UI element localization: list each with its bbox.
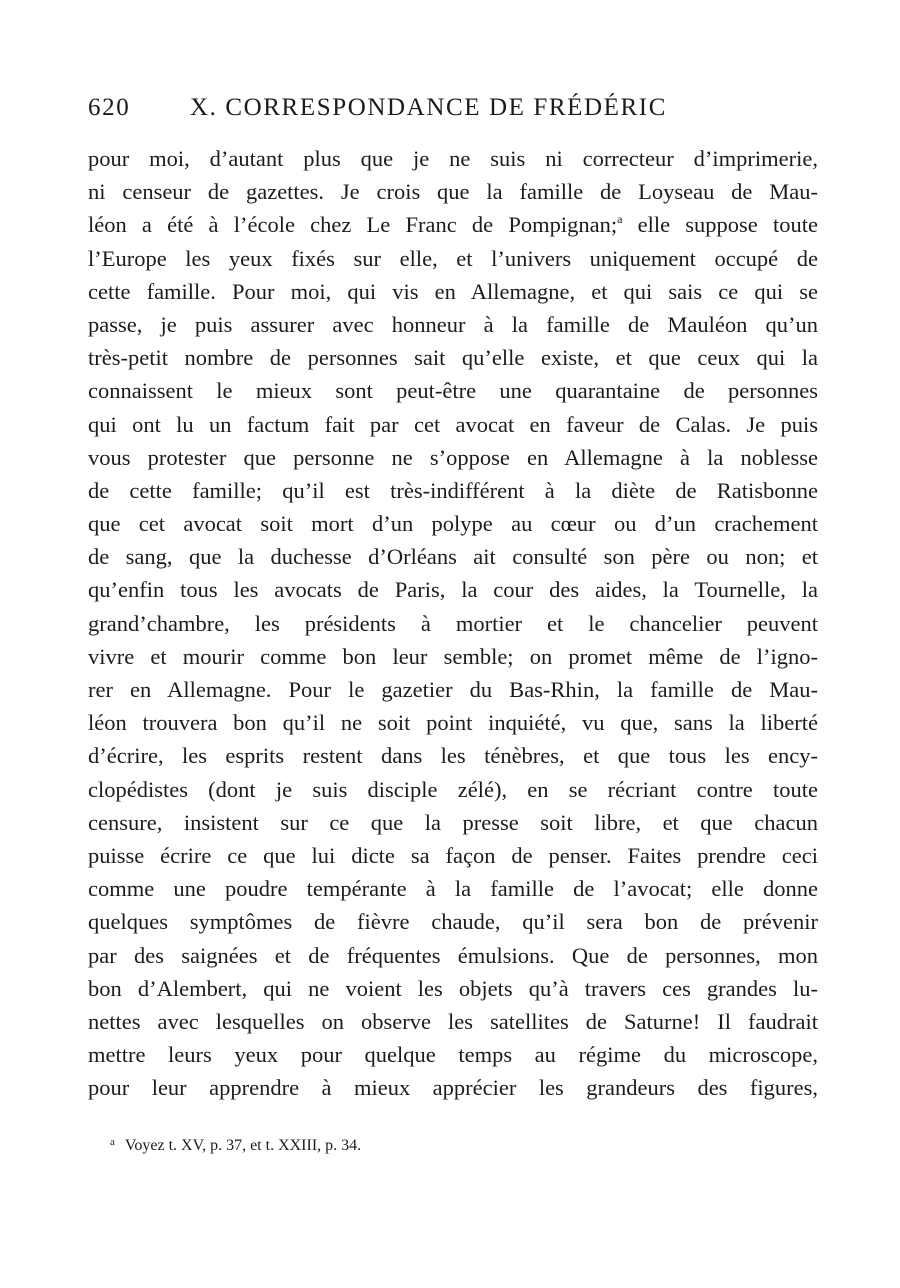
text-line: de sang, que la duchesse d’Orléans ait consulté son père ou non; et	[88, 544, 818, 570]
text-line: cette famille. Pour moi, qui vis en Allemagne, et qui sais ce qui se	[88, 278, 818, 304]
footnote-text: Voyez t. XV, p. 37, et t. XXIII, p. 34.	[124, 1137, 362, 1154]
running-title: X. CORRESPONDANCE DE FRÉDÉRIC	[190, 94, 668, 121]
text-line: puisse écrire ce que lui dicte sa façon de penser. Faites prendre ceci	[88, 842, 818, 868]
text-line: mettre leurs yeux pour quelque temps au régime du microscope,	[88, 1042, 818, 1068]
text-line: passe, je puis assurer avec honneur à la famille de Mauléon qu’un	[88, 311, 818, 337]
text-line: rer en Allemagne. Pour le gazetier du Bas-Rhin, la famille de Mau-	[88, 677, 818, 702]
page-number: 620	[88, 94, 131, 121]
text-segment: elle suppose toute	[622, 212, 818, 238]
text-line: très-petit nombre de personnes sait qu’elle existe, et que ceux qui la	[88, 345, 818, 371]
body-text	[88, 142, 818, 1104]
text-line: que cet avocat soit mort d’un polype au cœur ou d’un crachement	[88, 511, 818, 537]
text-line: quelques symptômes de fièvre chaude, qu’il sera bon de prévenir	[88, 909, 818, 935]
text-line	[88, 208, 818, 241]
text-line: vous protester que personne ne s’oppose en Allemagne à la noblesse	[88, 444, 818, 470]
text-line: bon d’Alembert, qui ne voient les objets qu’à travers ces grandes lu-	[88, 975, 818, 1001]
text-line: de cette famille; qu’il est très-indifférent à la diète de Ratisbonne	[88, 477, 818, 503]
text-line: pour leur apprendre à mieux apprécier les grandeurs des figures,	[88, 1075, 818, 1101]
text-line: comme une poudre tempérante à la famille de l’avocat; elle donne	[88, 876, 818, 902]
footnote	[110, 1136, 361, 1155]
text-line: léon trouvera bon qu’il ne soit point inquiété, vu que, sans la liberté	[88, 710, 818, 736]
text-line: par des saignées et de fréquentes émulsions. Que de personnes, mon	[88, 942, 818, 968]
text-segment: léon a été à l’école chez Le Franc de Pompignan;	[88, 212, 618, 238]
running-head	[88, 94, 828, 130]
text-line: vivre et mourir comme bon leur semble; on promet même de l’igno-	[88, 643, 818, 669]
text-line: clopédistes (dont je suis disciple zélé), en se récriant contre toute	[88, 776, 818, 802]
footnote-mark: a	[110, 1136, 115, 1148]
text-line: grand’chambre, les présidents à mortier et le chancelier peuvent	[88, 610, 818, 636]
text-line: ni censeur de gazettes. Je crois que la famille de Loyseau de Mau-	[88, 179, 818, 205]
text-line: pour moi, d’autant plus que je ne suis ni correcteur d’imprimerie,	[88, 146, 818, 171]
text-line: censure, insistent sur ce que la presse soit libre, et que chacun	[88, 809, 818, 835]
text-line: qui ont lu un factum fait par cet avocat en faveur de Calas. Je puis	[88, 411, 818, 437]
footnote-reference: a	[617, 212, 623, 227]
text-line: connaissent le mieux sont peut-être une quarantaine de personnes	[88, 378, 818, 404]
text-line: nettes avec lesquelles on observe les satellites de Saturne! Il faudrait	[88, 1008, 818, 1034]
text-line: qu’enfin tous les avocats de Paris, la cour des aides, la Tournelle, la	[88, 577, 818, 603]
text-line: l’Europe les yeux fixés sur elle, et l’univers uniquement occupé de	[88, 245, 818, 271]
text-line: d’écrire, les esprits restent dans les ténèbres, et que tous les ency-	[88, 743, 818, 769]
